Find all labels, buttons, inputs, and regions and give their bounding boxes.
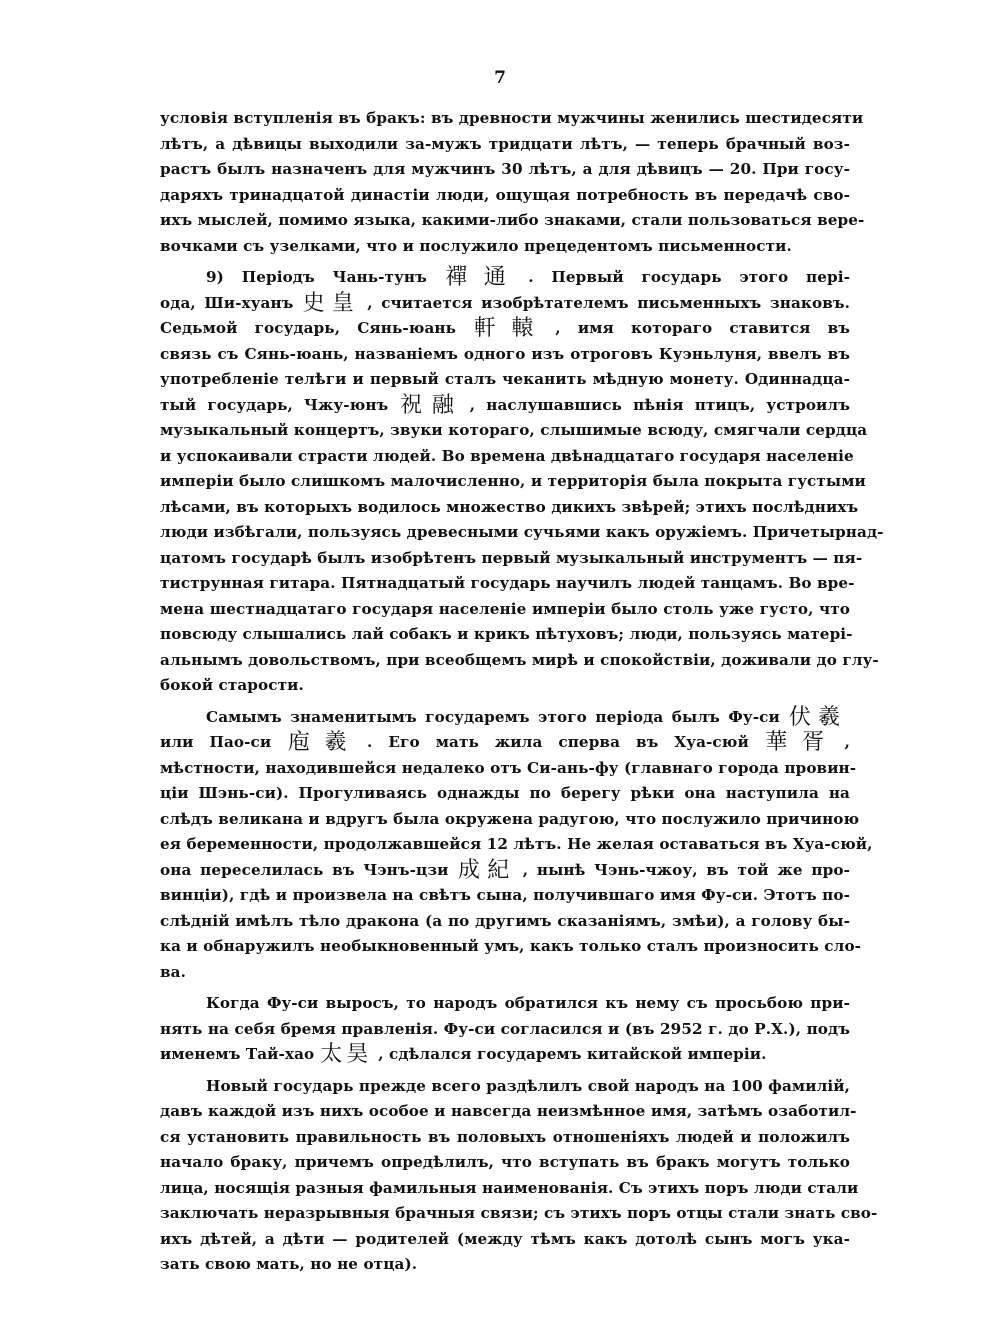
text-line: слѣдъ великана и вдругъ была окружена радугою, что послужило причиною bbox=[160, 809, 860, 828]
line-text: , имя котораго ставится въ bbox=[555, 319, 850, 337]
line-text: . Его мать жила сперва въ Хуа-сюй bbox=[367, 733, 749, 751]
text-line: Когда Фу-си выросъ, то народъ обратился къ нему съ просьбою при- bbox=[206, 994, 850, 1012]
paragraph bbox=[160, 106, 865, 259]
text-line: ихъ мыслей, помимо языка, какими-либо знаками, стали пользоваться вере- bbox=[160, 211, 865, 229]
line-text: . Первый государь этого пері- bbox=[528, 268, 850, 286]
line-text: Самымъ знаменитымъ государемъ этого періода былъ Фу-си bbox=[206, 707, 780, 726]
text-line bbox=[160, 730, 850, 756]
text-line: повсюду слышались лай собакъ и крикъ пѣтуховъ; люди, пользуясь матері- bbox=[160, 625, 853, 643]
line-text: 9) Періодъ Чань-тунъ bbox=[206, 268, 427, 286]
text-line bbox=[160, 265, 850, 291]
text-line: вочками съ узелками, что и послужило прецедентомъ письменности. bbox=[160, 236, 792, 255]
text-line: ея беременности, продолжавшейся 12 лѣтъ. Не желая оставаться въ Хуа-сюй, bbox=[160, 835, 873, 853]
text-line: бокой старости. bbox=[160, 676, 304, 694]
paragraph bbox=[160, 704, 873, 986]
line-text: тый государь, Чжу-юнъ bbox=[160, 395, 389, 414]
text-line: давъ каждой изъ нихъ особое и навсегда неизмѣнное имя, затѣмъ озаботил- bbox=[160, 1102, 857, 1120]
line-text: , нынѣ Чэнь-чжоу, въ той же про- bbox=[522, 860, 850, 879]
chinese-characters: 華胥 bbox=[754, 730, 839, 755]
paragraph bbox=[160, 265, 884, 699]
chinese-characters: 成紀 bbox=[454, 857, 517, 883]
text-line: мѣстности, находившейся недалеко отъ Си-ань-фу (главнаго города провин- bbox=[160, 758, 857, 777]
text-line: растъ былъ назначенъ для мужчинъ 30 лѣтъ, а для дѣвицъ — 20. При госу- bbox=[160, 160, 850, 178]
text-line: зать свою мать, но не отца). bbox=[160, 1255, 418, 1273]
paragraph bbox=[160, 991, 850, 1068]
text-line: нять на себя бремя правленія. Фу-си согласился и (въ 2952 г. до Р.Х.), подъ bbox=[160, 1019, 850, 1038]
text-line bbox=[160, 705, 850, 731]
chinese-characters: 禪通 bbox=[432, 265, 523, 290]
chinese-characters: 太昊 bbox=[320, 1042, 373, 1067]
line-text: , наслушавшись пѣнія птицъ, устроилъ bbox=[469, 395, 850, 414]
paragraph bbox=[160, 1074, 878, 1278]
text-line: лица, носящія разныя фамильныя наименованія. Съ этихъ поръ люди стали bbox=[160, 1178, 859, 1197]
text-line: лѣсами, въ которыхъ водилось множество дикихъ звѣрей; этихъ послѣднихъ bbox=[160, 497, 859, 516]
chinese-characters: 史皇 bbox=[299, 290, 362, 316]
text-line: и успокаивали страсти людей. Во времена двѣнадцатаго государя населеніе bbox=[160, 446, 854, 465]
text-line: музыкальный концертъ, звуки котораго, слышимые всюду, смягчали сердца bbox=[160, 421, 868, 439]
text-line: заключать неразрывныя брачныя связи; съ этихъ поръ отцы стали знать сво- bbox=[160, 1204, 878, 1222]
text-line: имперіи было слишкомъ малочисленно, и территорія была покрыта густыми bbox=[160, 472, 866, 490]
line-text: или Пао-си bbox=[160, 733, 272, 751]
text-line: винціи), гдѣ и произвела на свѣтъ сына, получившаго имя Фу-си. Этотъ по- bbox=[160, 886, 850, 904]
text-line: связь съ Сянь-юань, названіемъ одного изъ отроговъ Куэньлуня, ввелъ въ bbox=[160, 344, 850, 363]
line-text: ода, Ши-хуанъ bbox=[160, 293, 294, 312]
text-line: лѣтъ, а дѣвицы выходили за-мужъ тридцати лѣтъ, — теперь брачный воз- bbox=[160, 134, 850, 153]
text-line: начало браку, причемъ опредѣлилъ, что вступать въ бракъ могутъ только bbox=[160, 1153, 850, 1171]
text-line: люди избѣгали, пользуясь древесными сучьями какъ оружіемъ. Причетырнад- bbox=[160, 523, 884, 541]
text-line: ся установить правильность въ половыхъ отношеніяхъ людей и положилъ bbox=[160, 1127, 850, 1146]
line-text: именемъ Тай-хао bbox=[160, 1045, 315, 1063]
line-text: она переселилась въ Чэнъ-цзи bbox=[160, 860, 449, 879]
text-line: ва. bbox=[160, 962, 186, 981]
chinese-characters: 軒轅 bbox=[462, 316, 550, 341]
text-line bbox=[160, 858, 850, 884]
text-line: Новый государь прежде всего раздѣлилъ свой народъ на 100 фамилій, bbox=[206, 1076, 850, 1095]
line-text: Седьмой государь, Сянь-юань bbox=[160, 319, 457, 337]
text-line: условія вступленія въ бракъ: въ древности мужчины женились шестидесяти bbox=[160, 109, 864, 127]
text-line: альнымъ довольствомъ, при всеобщемъ мирѣ и спокойствіи, доживали до глу- bbox=[160, 650, 879, 669]
line-text: , bbox=[844, 733, 850, 751]
text-line: ціи Шэнь-си). Прогуливаясь однажды по берегу рѣки она наступила на bbox=[160, 784, 850, 802]
chinese-characters: 庖羲 bbox=[277, 730, 362, 755]
text-line bbox=[160, 291, 850, 317]
body-text bbox=[160, 106, 884, 1278]
text-line: цатомъ государѣ былъ изобрѣтенъ первый музыкальный инструментъ — пя- bbox=[160, 548, 863, 567]
text-line: употребленіе телѣги и первый сталъ чеканить мѣдную монету. Одиннадца- bbox=[160, 370, 850, 388]
text-line: слѣдній имѣлъ тѣло дракона (а по другимъ сказаніямъ, змѣи), а голову бы- bbox=[160, 911, 850, 930]
line-text: , сдѣлался государемъ китайской имперіи. bbox=[378, 1045, 767, 1063]
text-line: тиструнная гитара. Пятнадцатый государь научилъ людей танцамъ. Во вре- bbox=[160, 574, 855, 592]
line-text: , считается изобрѣтателемъ письменныхъ знаковъ. bbox=[367, 293, 850, 312]
text-line: даряхъ тринадцатой династіи люди, ощущая потребность въ передачѣ сво- bbox=[160, 185, 850, 204]
text-line: ихъ дѣтей, а дѣти — родителей (между тѣмъ какъ дотолѣ сынъ могъ ука- bbox=[160, 1229, 850, 1248]
text-line bbox=[160, 393, 850, 419]
text-line: мена шестнадцатаго государя населеніе имперіи было столь уже густо, что bbox=[160, 599, 850, 618]
text-line bbox=[160, 1042, 850, 1068]
chinese-characters: 祝融 bbox=[394, 392, 464, 418]
chinese-characters: 伏羲 bbox=[785, 704, 844, 730]
text-line: ка и обнаружилъ необыкновенный умъ, какъ только сталъ произносить сло- bbox=[160, 937, 862, 955]
text-line bbox=[160, 316, 850, 342]
page-number: 7 bbox=[494, 68, 506, 88]
